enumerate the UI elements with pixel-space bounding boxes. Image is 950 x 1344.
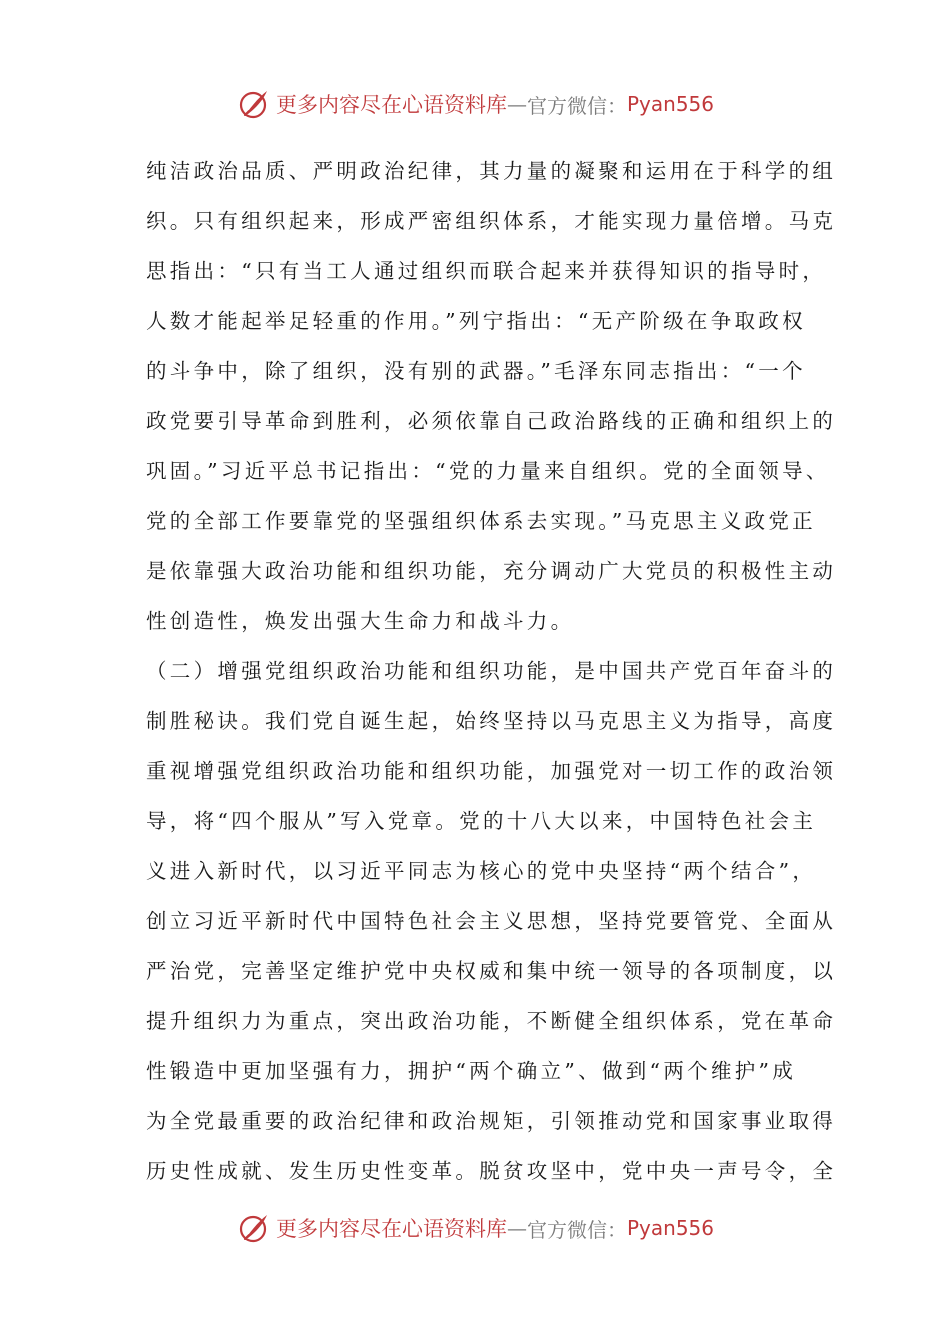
section-heading-line: （二）增强党组织政治功能和组织功能，是中国共产党百年奋斗的 [146, 659, 837, 683]
body-line: 严治党，完善坚定维护党中央权威和集中统一领导的各项制度，以 [146, 959, 837, 983]
watermark-wechat-id: Pyan556 [626, 92, 714, 116]
body-line: 为全党最重要的政治纪律和政治规矩，引领推动党和国家事业取得 [146, 1109, 837, 1133]
body-line: 党的全部工作要靠党的坚强组织体系去实现。”马克思主义政党正 [146, 509, 816, 533]
watermark-dash: — [506, 1216, 527, 1240]
body-line: 历史性成就、发生历史性变革。脱贫攻坚中，党中央一声号令，全 [146, 1159, 837, 1183]
quill-logo-icon [236, 86, 272, 122]
document-body [146, 146, 837, 1196]
footer-watermark [0, 1206, 950, 1250]
header-watermark [0, 82, 950, 126]
body-line: 创立习近平新时代中国特色社会主义思想，坚持党要管党、全面从 [146, 909, 837, 933]
watermark-label: 官方微信： [526, 93, 627, 118]
body-line: 织。只有组织起来，形成严密组织体系，才能实现力量倍增。马克 [146, 209, 837, 233]
body-line: 提升组织力为重点，突出政治功能，不断健全组织体系，党在革命 [146, 1009, 837, 1033]
watermark-label: 官方微信： [526, 1217, 627, 1242]
body-line: 性创造性，焕发出强大生命力和战斗力。 [146, 609, 575, 633]
watermark-dash: — [506, 92, 527, 116]
body-line: 制胜秘诀。我们党自诞生起，始终坚持以马克思主义为指导，高度 [146, 709, 837, 733]
body-line: 政党要引导革命到胜利，必须依靠自己政治路线的正确和组织上的 [146, 409, 837, 433]
body-line: 的斗争中，除了组织，没有别的武器。”毛泽东同志指出：“一个 [146, 359, 806, 383]
body-line: 性锻造中更加坚强有力，拥护“两个确立”、做到“两个维护”成 [146, 1059, 797, 1083]
watermark-main-text: 更多内容尽在心语资料库 [275, 93, 507, 117]
body-line: 纯洁政治品质、严明政治纪律，其力量的凝聚和运用在于科学的组 [146, 159, 837, 183]
body-line: 义进入新时代，以习近平同志为核心的党中央坚持“两个结合”， [146, 859, 817, 883]
body-line: 是依靠强大政治功能和组织功能，充分调动广大党员的积极性主动 [146, 559, 837, 583]
body-line: 导，将“四个服从”写入党章。党的十八大以来，中国特色社会主 [146, 809, 817, 833]
body-line: 思指出：“只有当工人通过组织而联合起来并获得知识的指导时， [146, 259, 827, 283]
body-line: 人数才能起举足轻重的作用。”列宁指出：“无产阶级在争取政权 [146, 309, 806, 333]
watermark-wechat-id: Pyan556 [626, 1216, 714, 1240]
quill-logo-icon [236, 1210, 272, 1246]
body-line: 巩固。”习近平总书记指出：“党的力量来自组织。党的全面领导、 [146, 459, 830, 483]
body-line: 重视增强党组织政治功能和组织功能，加强党对一切工作的政治领 [146, 759, 837, 783]
watermark-main-text: 更多内容尽在心语资料库 [275, 1217, 507, 1241]
